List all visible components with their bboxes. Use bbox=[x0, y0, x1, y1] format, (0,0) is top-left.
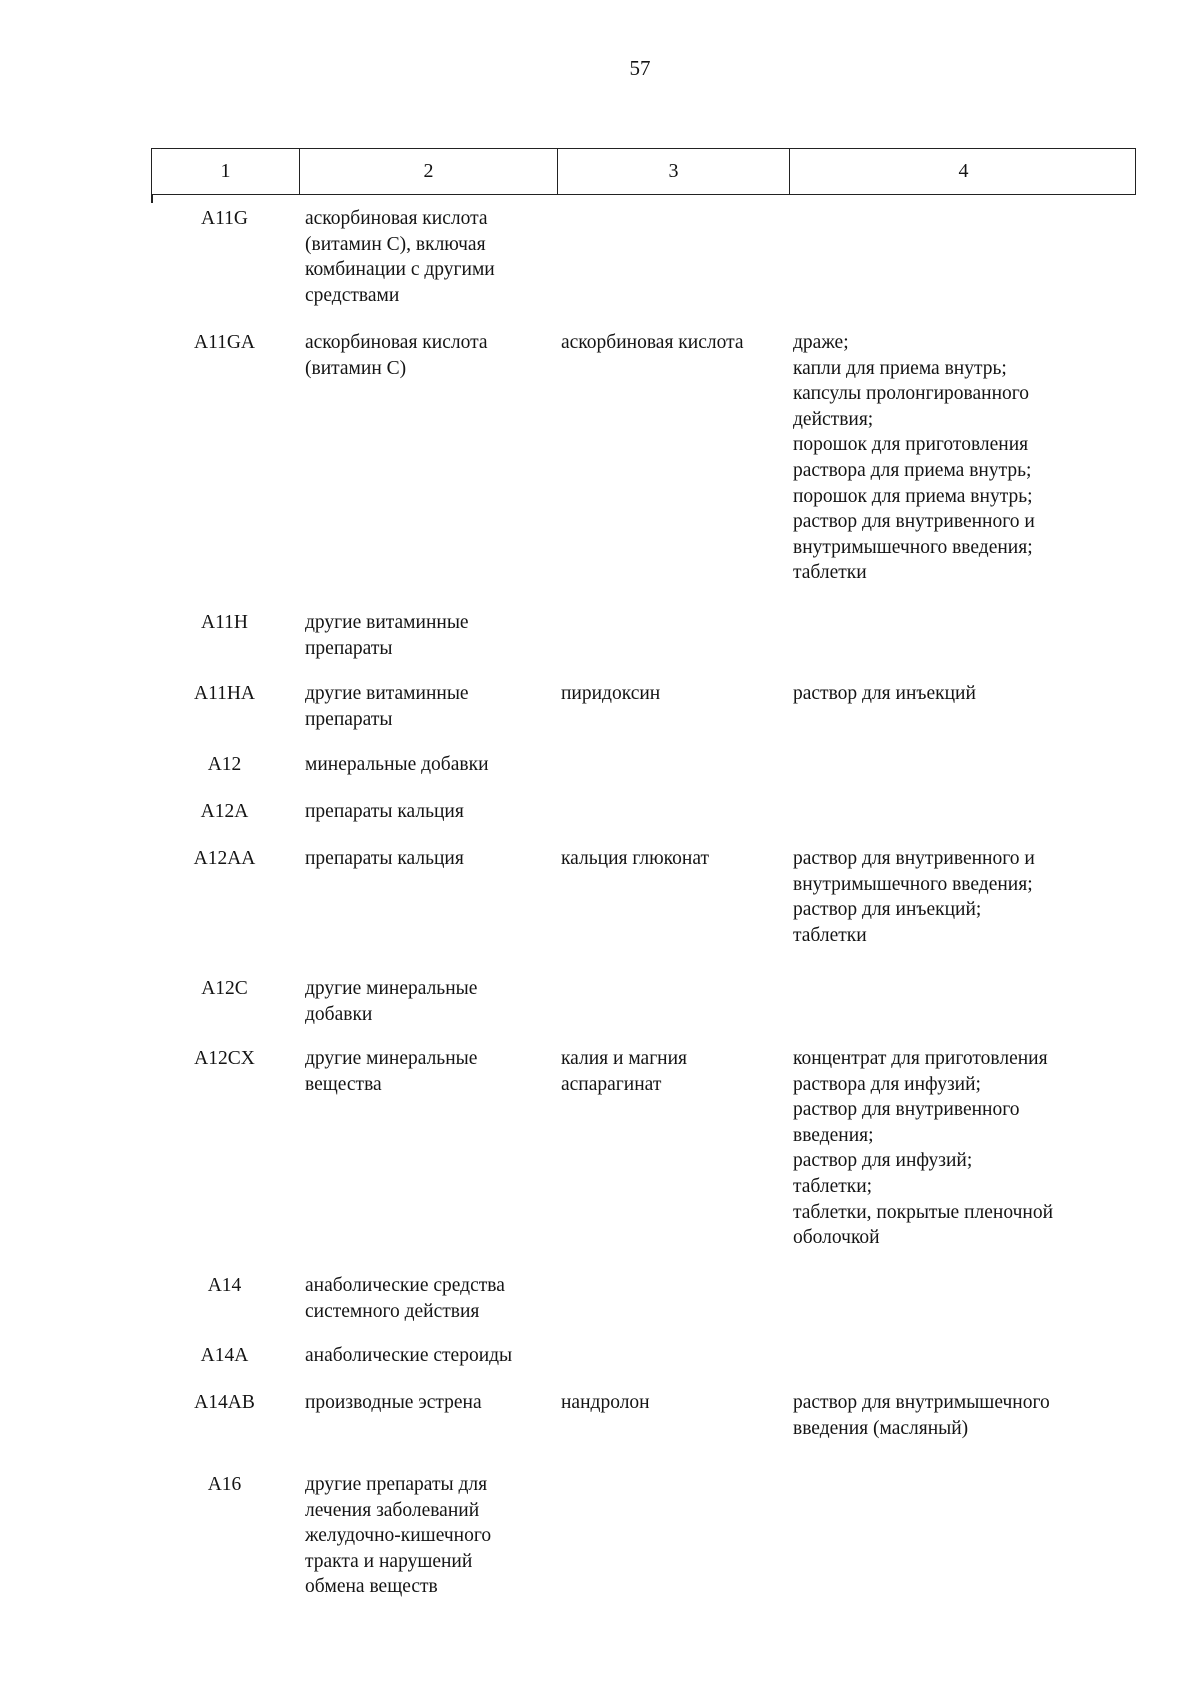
group-name-line: препараты кальция bbox=[305, 801, 464, 822]
dosage-forms-line: концентрат для приготовления bbox=[793, 1048, 1048, 1069]
group-name-line: препараты кальция bbox=[305, 848, 464, 869]
drug-name-line: пиридоксин bbox=[561, 683, 661, 704]
dosage-forms-line: раствор для инфузий; bbox=[793, 1150, 973, 1172]
group-name-line: системного действия bbox=[305, 1300, 480, 1322]
group-name bbox=[305, 752, 545, 778]
group-name-line: препараты bbox=[305, 708, 393, 730]
header-cell-4: 4 bbox=[789, 149, 1137, 194]
drug-name-line: аспарагинат bbox=[561, 1073, 662, 1095]
group-name bbox=[305, 1046, 545, 1097]
atc-code: A12CX bbox=[194, 1048, 255, 1069]
group-name-line: (витамин С), включая bbox=[305, 233, 486, 255]
drug-name bbox=[561, 1390, 789, 1416]
dosage-forms-line: раствор для внутримышечного bbox=[793, 1392, 1050, 1413]
group-name bbox=[305, 610, 545, 661]
group-name-line: аскорбиновая кислота bbox=[305, 208, 488, 229]
atc-code: A16 bbox=[207, 1474, 242, 1495]
drug-name bbox=[561, 330, 789, 356]
dosage-forms-line: раствор для инъекций; bbox=[793, 899, 982, 921]
drug-name-line: калия и магния bbox=[561, 1048, 688, 1069]
drug-name bbox=[561, 1046, 789, 1097]
atc-code: A14AB bbox=[194, 1392, 255, 1413]
dosage-forms-line: раствора для инфузий; bbox=[793, 1073, 981, 1095]
dosage-forms-line: капсулы пролонгированного bbox=[793, 383, 1030, 405]
group-name-line: добавки bbox=[305, 1003, 373, 1025]
drug-name bbox=[561, 846, 789, 872]
group-name-line: другие минеральные bbox=[305, 978, 478, 999]
group-name-line: анаболические средства bbox=[305, 1275, 505, 1296]
group-name-line: желудочно-кишечного bbox=[305, 1525, 492, 1547]
group-name-line: другие минеральные bbox=[305, 1048, 478, 1069]
atc-code: A14 bbox=[207, 1275, 242, 1296]
group-name bbox=[305, 1472, 545, 1600]
dosage-forms-line: оболочкой bbox=[793, 1227, 880, 1249]
atc-code: A12AA bbox=[193, 848, 256, 869]
column-rule bbox=[151, 195, 153, 203]
dosage-forms-line: внутримышечного введения; bbox=[793, 873, 1033, 895]
header-cell-1: 1 bbox=[220, 160, 231, 182]
dosage-forms bbox=[793, 330, 1133, 586]
drug-name bbox=[561, 681, 789, 707]
dosage-forms-line: введения (масляный) bbox=[793, 1417, 969, 1439]
atc-code: A12 bbox=[207, 754, 242, 775]
group-name-line: средствами bbox=[305, 284, 400, 306]
dosage-forms-line: раствора для приема внутрь; bbox=[793, 459, 1032, 481]
dosage-forms-line: раствор для инъекций bbox=[793, 683, 976, 704]
group-name bbox=[305, 1343, 545, 1369]
dosage-forms-line: раствор для внутривенного и bbox=[793, 848, 1035, 869]
drug-name-line: нандролон bbox=[561, 1392, 650, 1413]
atc-code: A14A bbox=[200, 1345, 249, 1366]
drug-name-line: кальция глюконат bbox=[561, 848, 709, 869]
group-name-line: аскорбиновая кислота bbox=[305, 332, 488, 353]
group-name bbox=[305, 681, 545, 732]
dosage-forms bbox=[793, 1390, 1133, 1441]
drug-name-line: аскорбиновая кислота bbox=[561, 332, 744, 353]
atc-code: A12C bbox=[201, 978, 248, 999]
group-name-line: другие витаминные bbox=[305, 683, 469, 704]
dosage-forms bbox=[793, 846, 1133, 948]
group-name bbox=[305, 846, 545, 872]
dosage-forms-line: раствор для внутривенного bbox=[793, 1099, 1020, 1121]
group-name bbox=[305, 1390, 545, 1416]
header-cell-2: 2 bbox=[299, 149, 557, 194]
dosage-forms-line: таблетки, покрытые пленочной bbox=[793, 1201, 1054, 1223]
atc-code: A11H bbox=[201, 612, 248, 633]
group-name bbox=[305, 330, 545, 381]
dosage-forms-line: таблетки; bbox=[793, 1175, 873, 1197]
dosage-forms bbox=[793, 681, 1133, 707]
dosage-forms-line: капли для приема внутрь; bbox=[793, 357, 1007, 379]
group-name bbox=[305, 1273, 545, 1324]
group-name-line: другие препараты для bbox=[305, 1474, 488, 1495]
dosage-forms bbox=[793, 1046, 1133, 1251]
group-name-line: препараты bbox=[305, 637, 393, 659]
group-name-line: (витамин С) bbox=[305, 357, 407, 379]
group-name bbox=[305, 976, 545, 1027]
page-number: 57 bbox=[629, 56, 651, 80]
dosage-forms-line: таблетки bbox=[793, 924, 867, 946]
atc-code: A11G bbox=[201, 208, 248, 229]
group-name-line: комбинации с другими bbox=[305, 259, 495, 281]
group-name-line: другие витаминные bbox=[305, 612, 469, 633]
dosage-forms-line: введения; bbox=[793, 1124, 874, 1146]
dosage-forms-line: драже; bbox=[793, 332, 849, 353]
group-name-line: обмена веществ bbox=[305, 1576, 438, 1598]
group-name-line: вещества bbox=[305, 1073, 382, 1095]
group-name-line: производные эстрена bbox=[305, 1392, 482, 1413]
atc-code: A11GA bbox=[193, 332, 256, 353]
dosage-forms-line: порошок для приема внутрь; bbox=[793, 485, 1033, 507]
table-header bbox=[151, 148, 1136, 195]
atc-code: A11HA bbox=[193, 683, 256, 704]
atc-code: A12A bbox=[200, 801, 249, 822]
group-name-line: лечения заболеваний bbox=[305, 1499, 480, 1521]
dosage-forms-line: внутримышечного введения; bbox=[793, 536, 1033, 558]
header-cell-3: 3 bbox=[557, 149, 789, 194]
group-name-line: тракта и нарушений bbox=[305, 1550, 473, 1572]
group-name bbox=[305, 799, 545, 825]
dosage-forms-line: таблетки bbox=[793, 562, 867, 584]
group-name bbox=[305, 206, 545, 308]
dosage-forms-line: раствор для внутривенного и bbox=[793, 511, 1035, 533]
dosage-forms-line: действия; bbox=[793, 408, 874, 430]
dosage-forms-line: порошок для приготовления bbox=[793, 434, 1029, 456]
group-name-line: анаболические стероиды bbox=[305, 1345, 513, 1366]
group-name-line: минеральные добавки bbox=[305, 754, 489, 775]
